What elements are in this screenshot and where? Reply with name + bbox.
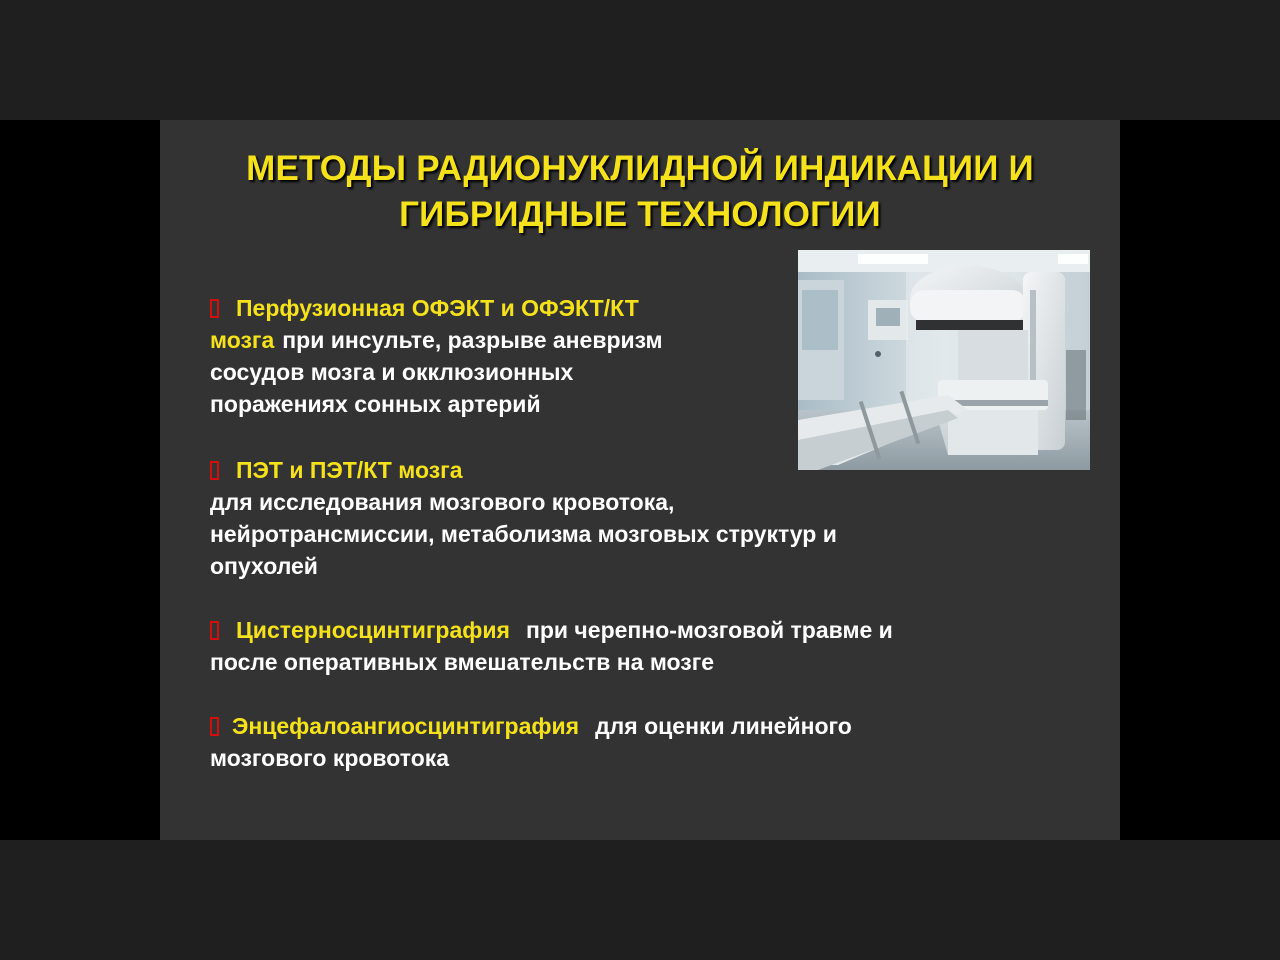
bullet-icon: [210, 454, 236, 486]
scanner-photo: [798, 250, 1090, 470]
item-1-text-3: поражениях сонных артерий: [210, 391, 541, 417]
item-3-heading: Цистерносцинтиграфия: [236, 617, 510, 643]
right-pillarbox: [1120, 120, 1280, 840]
item-2-text-3: опухолей: [210, 553, 318, 579]
item-1-heading-cont: мозга: [210, 327, 275, 353]
item-1-text-1: при инсульте, разрыве аневризм: [282, 327, 663, 353]
item-1-heading: Перфузионная ОФЭКТ и ОФЭКТ/КТ: [236, 295, 639, 321]
slide-title-line-2: ГИБРИДНЫЕ ТЕХНОЛОГИИ: [399, 195, 881, 234]
bullet-icon: [210, 292, 236, 324]
item-4-text-1: для оценки линейного: [595, 713, 852, 739]
bottom-letterbox: [0, 840, 1280, 960]
list-item-encephaloangioscintigraphy: [210, 710, 852, 774]
bullet-icon: [210, 710, 232, 742]
item-1-text-2: сосудов мозга и окклюзионных: [210, 359, 574, 385]
slide: [160, 120, 1120, 840]
scanner-illustration: [798, 250, 1090, 470]
item-4-text-2: мозгового кровотока: [210, 745, 450, 771]
bullet-icon: [210, 614, 236, 646]
item-3-text-1: при черепно-мозговой травме и: [525, 617, 893, 643]
item-2-text-2: нейротрансмиссии, метаболизма мозговых структур и: [210, 521, 837, 547]
item-4-heading: Энцефалоангиосцинтиграфия: [232, 713, 580, 739]
list-item-pet-ct: [210, 454, 837, 582]
slide-title: [160, 146, 1120, 238]
list-item-cisternoscintigraphy: [210, 614, 893, 678]
top-letterbox: [0, 0, 1280, 120]
item-2-text-1: для исследования мозгового кровотока,: [210, 489, 675, 515]
item-3-text-2: после оперативных вмешательств на мозге: [210, 649, 715, 675]
item-2-heading: ПЭТ и ПЭТ/КТ мозга: [236, 457, 463, 483]
list-item-perfusion-spect: [210, 292, 663, 420]
slide-title-line-1: МЕТОДЫ РАДИОНУКЛИДНОЙ ИНДИКАЦИИ И: [246, 149, 1034, 188]
left-pillarbox: [0, 120, 160, 840]
